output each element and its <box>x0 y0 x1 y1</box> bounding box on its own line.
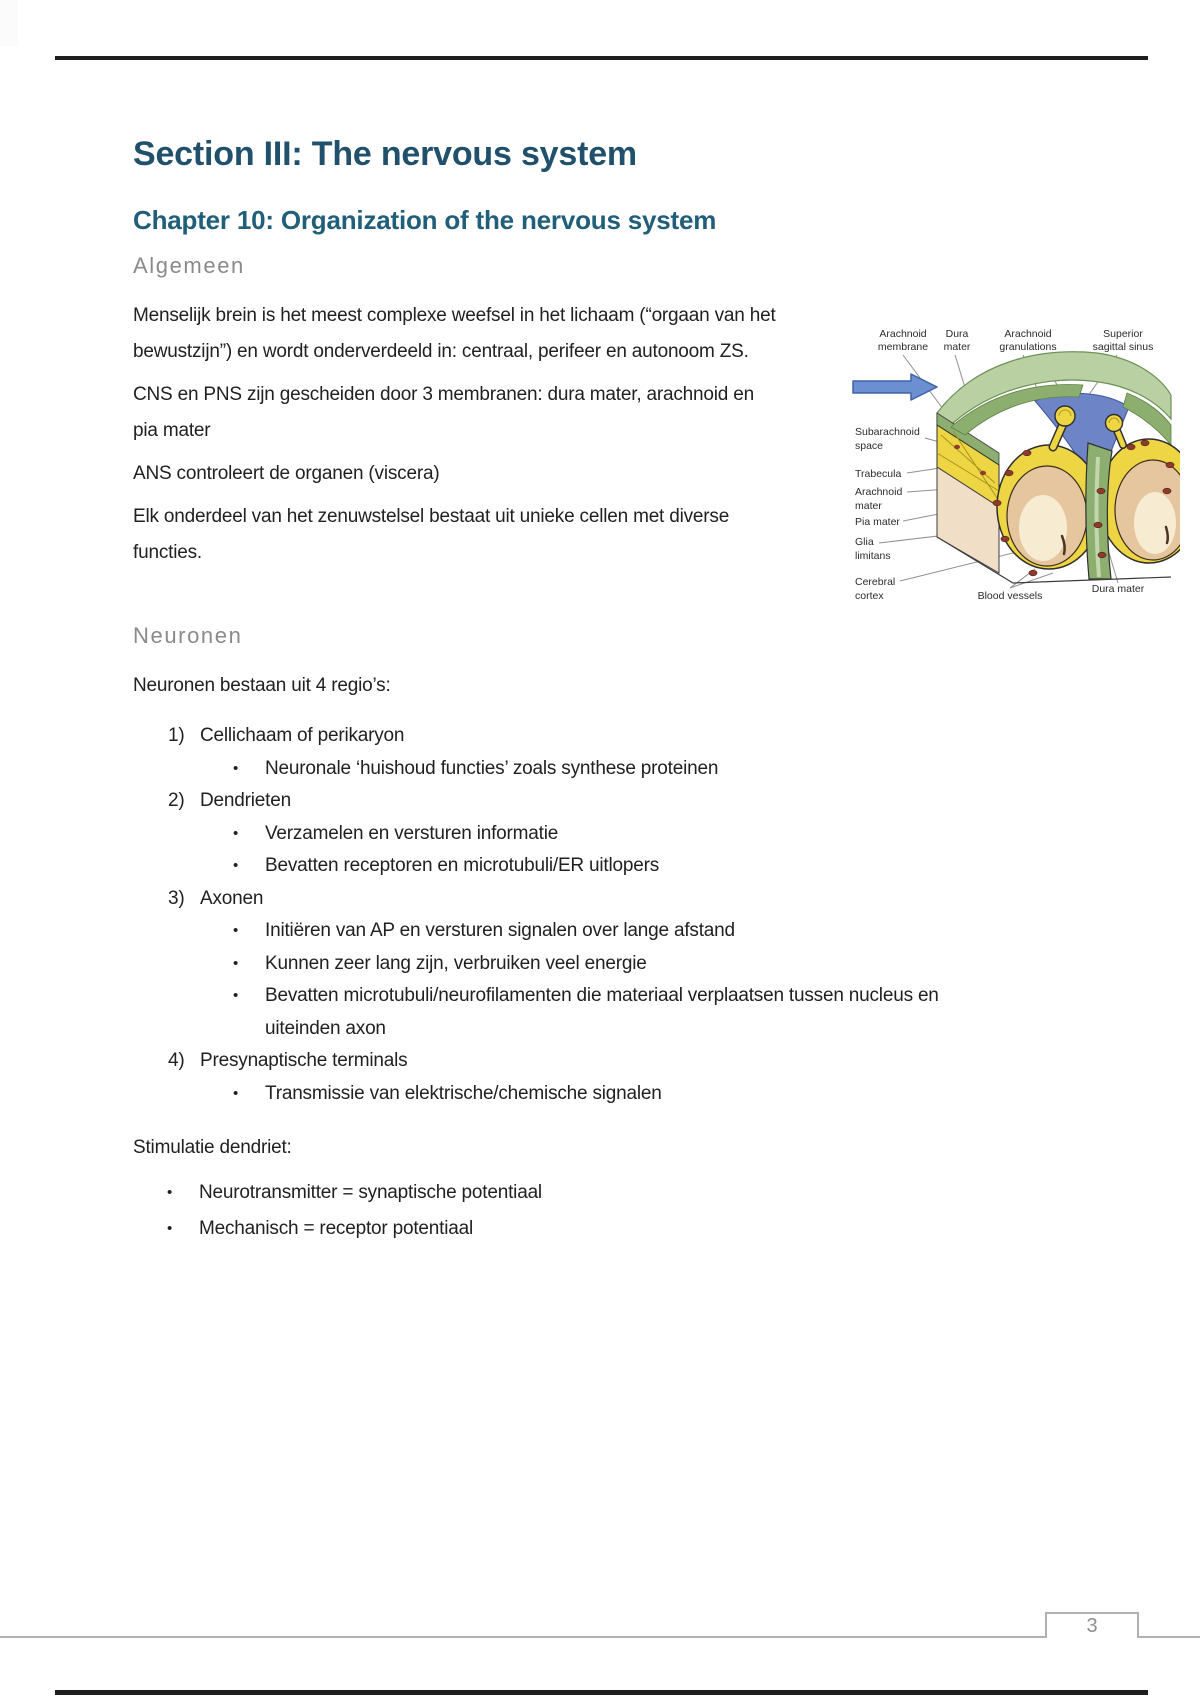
neuronen-list <box>133 720 1083 1110</box>
label-superior-sagittal-sinus: sagittal sinus <box>1092 341 1154 353</box>
label-trabecula: Trabecula <box>855 468 902 480</box>
top-rule <box>55 56 1148 60</box>
footer-rule <box>0 1636 1200 1638</box>
label-glia-limitans: limitans <box>855 550 891 562</box>
label-arachnoid-membrane: membrane <box>877 341 929 353</box>
label-dura-mater-bottom: Dura mater <box>1091 583 1145 595</box>
label-arachnoid-granulations: granulations <box>999 341 1057 353</box>
list-item <box>133 883 1083 916</box>
pointer-arrow-icon <box>853 374 937 400</box>
section-title: Section III: The nervous system <box>133 135 637 173</box>
page-number-tab <box>1045 1612 1139 1638</box>
list-subitem <box>133 948 1083 981</box>
bullet-marker <box>167 1175 199 1211</box>
label-arachnoid-membrane: Arachnoid <box>879 328 927 340</box>
list-subitem-text: Transmissie van elektrische/chemische signalen <box>265 1082 662 1104</box>
list-item <box>133 720 1083 753</box>
page-number: 3 <box>1086 1614 1098 1637</box>
label-glia-limitans: Glia <box>855 536 874 548</box>
list-item-text: Mechanisch = receptor potentiaal <box>199 1218 474 1239</box>
bottom-rule <box>55 1690 1148 1695</box>
label-subarachnoid-space: Subarachnoid <box>855 426 920 438</box>
bullet-marker <box>233 818 265 851</box>
list-number: 2) <box>168 790 185 811</box>
list-subitem <box>133 818 1083 851</box>
label-arachnoid-granulations: Arachnoid <box>1004 328 1052 340</box>
label-blood-vessels: Blood vessels <box>977 590 1043 602</box>
list-item-label: Presynaptische terminals <box>200 1050 408 1071</box>
list-number: 1) <box>168 725 185 746</box>
list-number: 4) <box>168 1050 185 1071</box>
paragraph: Elk onderdeel van het zenuwstelsel bestaat uit unieke cellen met diverse functies. <box>133 506 730 563</box>
list-item <box>133 1211 1083 1247</box>
label-cerebral-cortex: cortex <box>855 590 884 602</box>
bullet-marker <box>233 915 265 948</box>
scan-artifact <box>0 0 18 46</box>
list-subitem-text: Neuronale ‘huishoud functies’ zoals synthese proteinen <box>265 757 719 779</box>
label-arachnoid-mater: mater <box>855 500 882 512</box>
list-subitem <box>133 753 1083 786</box>
list-item <box>133 785 1083 818</box>
stimulatie-list <box>133 1175 1083 1247</box>
list-subitem-text: Bevatten microtubuli/neurofilamenten die materiaal verplaatsen tussen nucleus en uiteinden axon <box>265 985 939 1039</box>
label-cerebral-cortex: Cerebral <box>855 576 896 588</box>
subheading-algemeen: Algemeen <box>133 253 245 278</box>
neuronen-intro: Neuronen bestaan uit 4 regio’s: <box>133 675 391 696</box>
list-subitem-text: Kunnen zeer lang zijn, verbruiken veel energie <box>265 952 647 974</box>
list-item <box>133 1045 1083 1078</box>
label-dura-mater-top: Dura <box>945 328 969 340</box>
label-pia-mater: Pia mater <box>855 516 900 528</box>
subheading-neuronen: Neuronen <box>133 623 243 648</box>
bullet-marker <box>233 1078 265 1111</box>
list-subitem-text: Initiëren van AP en versturen signalen over lange afstand <box>265 920 735 941</box>
paragraph: ANS controleert de organen (viscera) <box>133 463 440 484</box>
list-item-label: Axonen <box>200 887 264 909</box>
list-subitem <box>133 915 1083 948</box>
list-subitem <box>133 1078 1083 1111</box>
label-superior-sagittal-sinus: Superior <box>1103 328 1143 340</box>
list-item <box>133 1175 1083 1211</box>
list-subitem-text: Verzamelen en versturen informatie <box>265 822 559 844</box>
label-arachnoid-mater: Arachnoid <box>855 486 903 498</box>
list-subitem <box>133 980 1083 1045</box>
list-number: 3) <box>168 887 185 909</box>
meninges-figure <box>785 295 1180 605</box>
bullet-marker <box>233 753 265 786</box>
stimulatie-heading: Stimulatie dendriet: <box>133 1137 292 1158</box>
list-item-label: Dendrieten <box>200 790 291 811</box>
bullet-marker <box>233 850 265 883</box>
bullet-marker <box>233 980 265 1045</box>
chapter-title: Chapter 10: Organization of the nervous system <box>133 205 717 235</box>
bullet-marker <box>233 948 265 981</box>
label-subarachnoid-space: space <box>855 440 884 452</box>
list-item-label: Cellichaam of perikaryon <box>200 725 405 746</box>
meninges-block-illustration <box>937 352 1180 583</box>
label-dura-mater-top: mater <box>943 341 971 353</box>
paragraph: Menselijk brein is het meest complexe weefsel in het lichaam (“orgaan van het bewustzijn”) en wordt onderverdeeld in: centraal, perifeer en autonoom ZS. <box>133 305 776 362</box>
paragraph: CNS en PNS zijn gescheiden door 3 membranen: dura mater, arachnoid en pia mater <box>133 384 754 441</box>
list-subitem <box>133 850 1083 883</box>
list-subitem-text: Bevatten receptoren en microtubuli/ER uitlopers <box>265 855 660 876</box>
list-item-text: Neurotransmitter = synaptische potentiaal <box>199 1182 542 1203</box>
bullet-marker <box>167 1211 199 1247</box>
